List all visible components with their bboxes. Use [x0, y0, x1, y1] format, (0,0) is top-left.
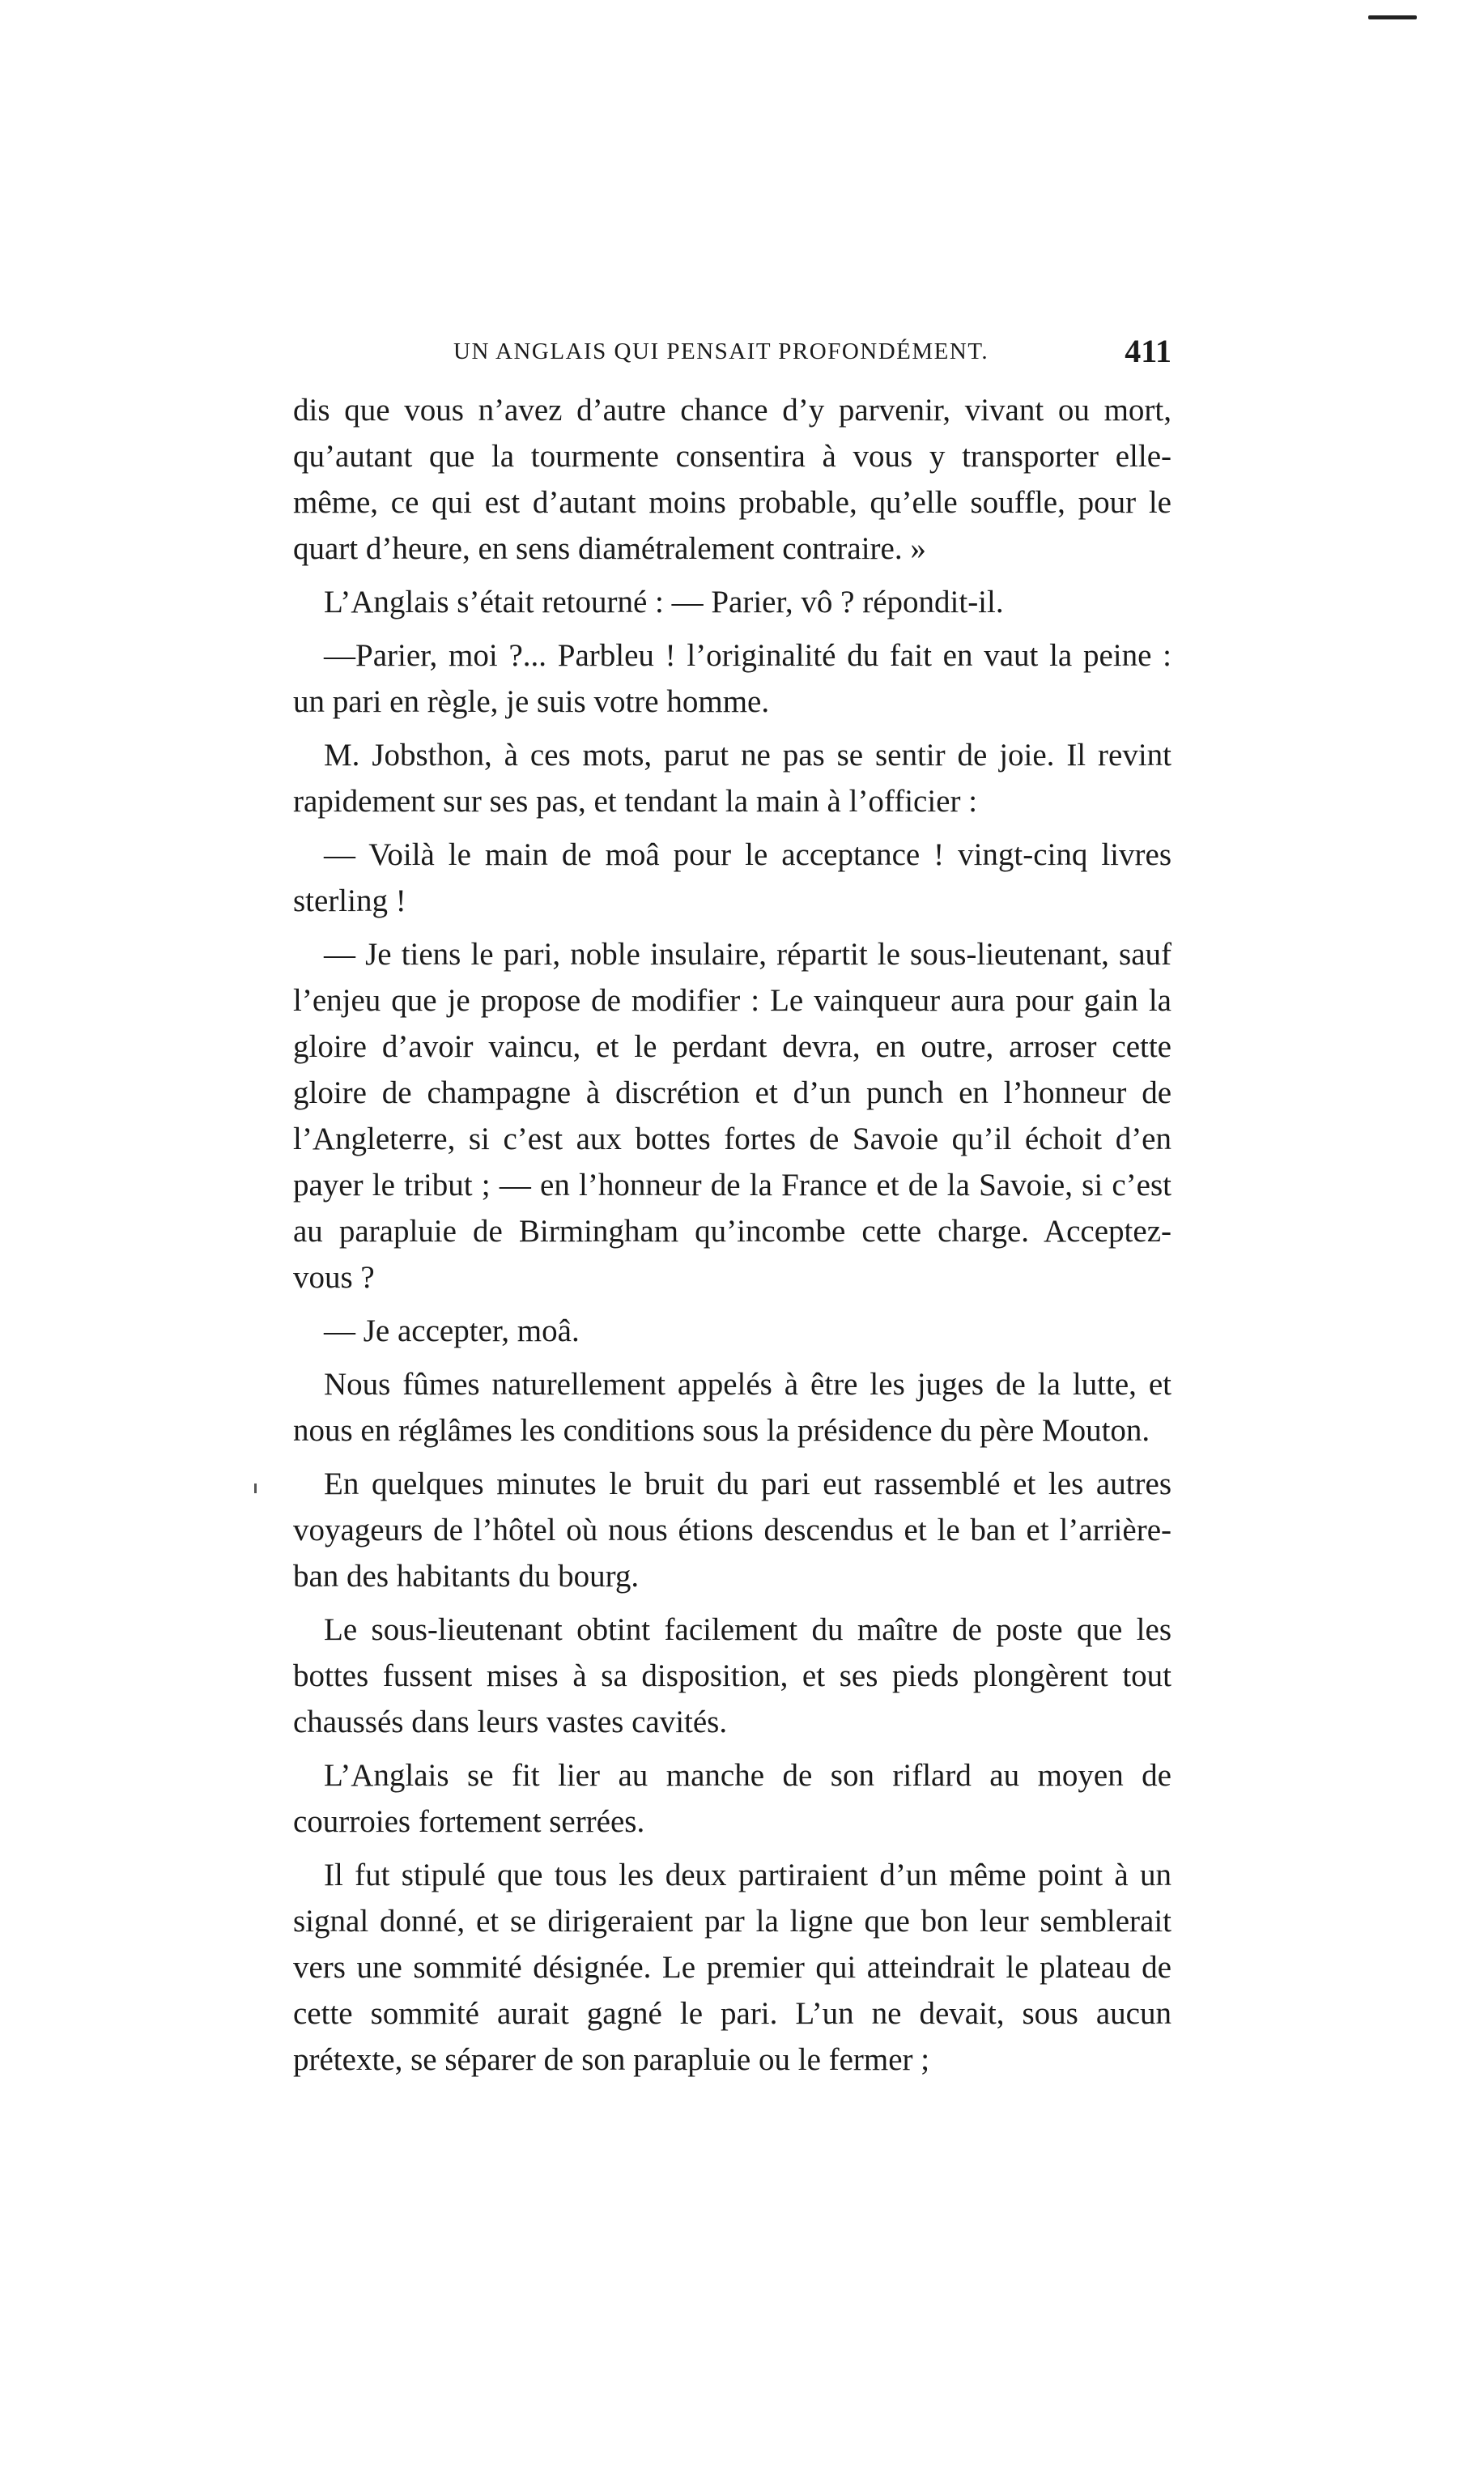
margin-ink-speck: [254, 1484, 257, 1493]
page-header: [293, 332, 1171, 381]
paragraph: M. Jobsthon, à ces mots, parut ne pas se sentir de joie. Il revint rapidement sur ses pas, et tendant la main à l’officier :: [293, 738, 1171, 819]
paragraph: Il fut stipulé que tous les deux partiraient d’un même point à un signal donné, et se dirigeraient par la ligne que bon leur semblerait vers une sommité désignée. Le premier qui atteindrait le plateau de cette sommité aurait gagné le pari. L’un ne devait, sous aucun prétexte, se séparer de son parapluie ou le fermer ;: [293, 1858, 1171, 2077]
corner-ink-mark: [1368, 15, 1417, 19]
paragraph: — Je tiens le pari, noble insulaire, répartit le sous-lieutenant, sauf l’enjeu que je propose de modifier : Le vainqueur aura pour gain la gloire d’avoir vaincu, et le perdant devra, en outre, arroser cette gloire de champagne à discrétion et d’un punch en l’honneur de l’Angleterre, si c’est aux bottes fortes de Savoie qu’il échoit d’en payer le tribut ; — en l’honneur de la France et de la Savoie, si c’est au parapluie de Birmingham qu’incombe cette charge. Acceptez-vous ?: [293, 937, 1171, 1295]
running-title: UN ANGLAIS QUI PENSAIT PROFONDÉMENT.: [453, 338, 989, 364]
paragraph: Nous fûmes naturellement appelés à être les juges de la lutte, et nous en réglâmes les conditions sous la présidence du père Mouton.: [293, 1367, 1171, 1448]
paragraph: — Je accepter, moâ.: [324, 1313, 580, 1348]
paragraph: L’Anglais se fit lier au manche de son riflard au moyen de courroies fortement serrées.: [293, 1758, 1171, 1839]
paragraph: En quelques minutes le bruit du pari eut rassemblé et les autres voyageurs de l’hôtel où nous étions descendus et le ban et l’arrière-ban des habitants du bourg.: [293, 1466, 1171, 1594]
paragraph: L’Anglais s’était retourné : — Parier, vô ? répondit-il.: [324, 585, 1004, 619]
paragraph: — Voilà le main de moâ pour le acceptance ! vingt-cinq livres sterling !: [293, 837, 1171, 918]
body-text: [293, 387, 1171, 2090]
paragraph: Le sous-lieutenant obtint facilement du maître de poste que les bottes fussent mises à sa disposition, et ses pieds plongèrent tout chaussés dans leurs vastes cavités.: [293, 1612, 1171, 1739]
paragraph: dis que vous n’avez d’autre chance d’y parvenir, vivant ou mort, qu’autant que la tourmente consentira à vous y transporter elle-même, ce qui est d’autant moins probable, qu’elle souffle, pour le quart d’heure, en sens diamétralement contraire. »: [293, 393, 1171, 566]
page-number: 411: [1125, 333, 1171, 369]
paragraph: —Parier, moi ?... Parbleu ! l’originalité du fait en vaut la peine : un pari en règle, je suis votre homme.: [293, 638, 1171, 719]
